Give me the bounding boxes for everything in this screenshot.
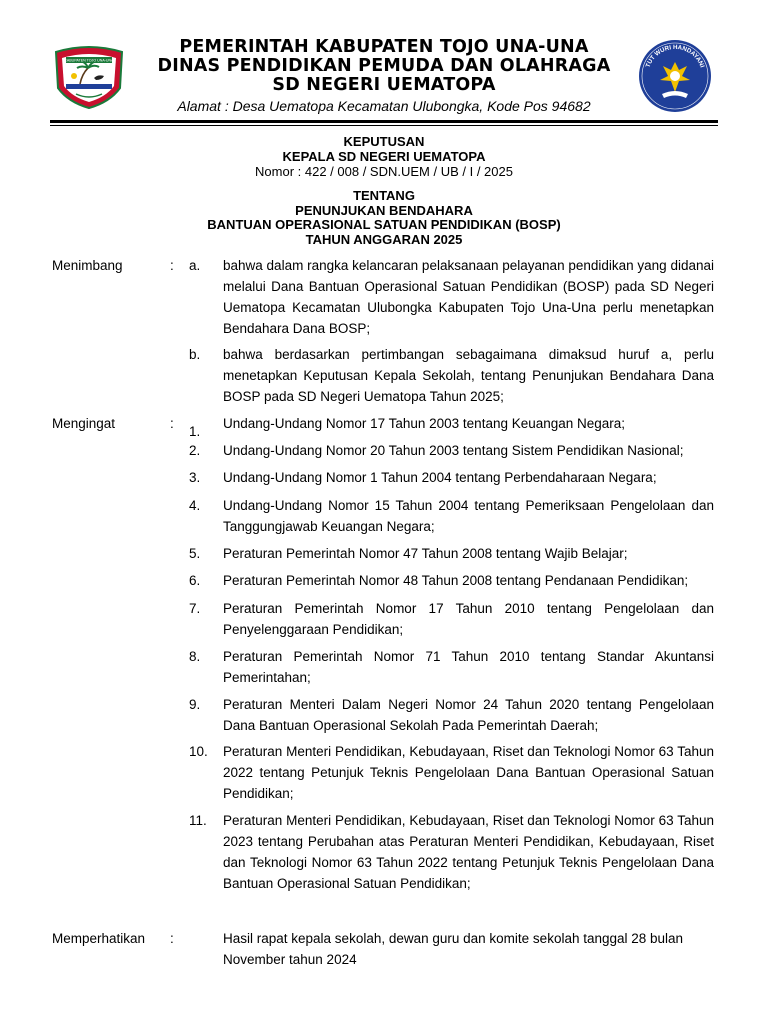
list-item: Peraturan Pemerintah Nomor 17 Tahun 2010 tentang Pengelolaan dan Penyelenggaraan Pendidikan;: [223, 601, 714, 637]
list-marker: 7.: [189, 601, 201, 616]
list-marker: 1.: [189, 424, 201, 439]
list-item: Peraturan Menteri Pendidikan, Kebudayaan, Riset dan Teknologi Nomor 63 Tahun 2023 tentang Perubahan atas Peraturan Menteri Pendidikan, Kebudayaan, Riset dan Teknologi Nomor 63 Tahun 2022 tentang Petunjuk Teknis Pengelolaan Dana Bantuan Operasional Satuan Pendidikan;: [223, 813, 714, 891]
list-item: Peraturan Pemerintah Nomor 71 Tahun 2010 tentang Standar Akuntansi Pemerintahan;: [223, 649, 714, 685]
subject-about: TENTANG: [353, 188, 415, 203]
regency-emblem-icon: [50, 44, 128, 110]
section-colon: :: [170, 258, 174, 273]
svg-text:TUT WURI HANDAYANI: TUT WURI HANDAYANI: [644, 43, 706, 69]
list-item: Undang-Undang Nomor 20 Tahun 2003 tentang Sistem Pendidikan Nasional;: [223, 443, 684, 458]
letterhead-rule-thin: [50, 125, 718, 126]
section-label-memperhatikan: Memperhatikan: [52, 931, 146, 946]
list-marker: b.: [189, 347, 201, 362]
government-name: PEMERINTAH KABUPATEN TOJO UNA-UNA: [179, 37, 589, 57]
decree-title: [0, 134, 768, 179]
list-marker: 4.: [189, 498, 201, 513]
section-label-menimbang: Menimbang: [52, 258, 123, 273]
list-marker: a.: [189, 258, 201, 273]
list-item: Peraturan Menteri Dalam Negeri Nomor 24 Tahun 2020 tentang Pengelolaan Dana Bantuan Operasional Sekolah Pada Pemerintah Daerah;: [223, 697, 714, 733]
subject-line-2: BANTUAN OPERASIONAL SATUAN PENDIDIKAN (BOSP): [207, 217, 561, 232]
department-name: DINAS PENDIDIKAN PEMUDA DAN OLAHRAGA: [157, 56, 611, 76]
decree-heading: KEPUTUSAN: [343, 134, 425, 149]
svg-text:KABUPATEN TOJO UNA-UNA: KABUPATEN TOJO UNA-UNA: [64, 58, 114, 63]
list-item: Peraturan Menteri Pendidikan, Kebudayaan, Riset dan Teknologi Nomor 63 Tahun 2022 tentang Petunjuk Teknis Pengelolaan Dana Bantuan Operasional Satuan Pendidikan;: [223, 744, 714, 801]
list-marker: 11.: [189, 813, 207, 828]
letterhead: [0, 0, 768, 120]
list-item: Undang-Undang Nomor 17 Tahun 2003 tentang Keuangan Negara;: [223, 416, 626, 431]
list-item: Undang-Undang Nomor 1 Tahun 2004 tentang Perbendaharaan Negara;: [223, 470, 657, 485]
letterhead-text: [130, 38, 638, 116]
list-marker: 8.: [189, 649, 201, 664]
section-colon: :: [170, 416, 174, 431]
tut-wuri-handayani-logo-icon: [634, 38, 716, 114]
decree-issuer: KEPALA SD NEGERI UEMATOPA: [282, 149, 486, 164]
list-marker: 9.: [189, 697, 201, 712]
letterhead-rule-thick: [50, 120, 718, 123]
list-item: Undang-Undang Nomor 15 Tahun 2004 tentang Pemeriksaan Pengelolaan dan Tanggungjawab Keuangan Negara;: [223, 498, 714, 534]
list-marker: 6.: [189, 573, 201, 588]
subject-line-1: PENUNJUKAN BENDAHARA: [295, 202, 473, 218]
list-item: Peraturan Pemerintah Nomor 48 Tahun 2008 tentang Pendanaan Pendidikan;: [223, 573, 689, 588]
section-label-mengingat: Mengingat: [52, 416, 116, 431]
list-item: bahwa berdasarkan pertimbangan sebagaimana dimaksud huruf a, perlu menetapkan Keputusan Kepala Sekolah, tentang Penunjukan Bendahara Dana BOSP pada SD Negeri Uematopa Tahun 2025;: [223, 347, 714, 404]
list-item: bahwa dalam rangka kelancaran pelaksanaan pelayanan pendidikan yang didanai melalui Dana Bantuan Operasional Satuan Pendidikan (BOSP) pada SD Negeri Uematopa Kecamatan Ulubongka Kabupaten Tojo Una-Una perlu menetapkan Bendahara Dana BOSP;: [223, 258, 714, 336]
list-marker: 10.: [189, 744, 208, 759]
subject-line-3: TAHUN ANGGARAN 2025: [305, 231, 463, 247]
section-colon: :: [170, 931, 174, 946]
list-marker: 5.: [189, 546, 201, 561]
decree-subject: [0, 189, 768, 247]
school-address: Alamat : Desa Uematopa Kecamatan Ulubongka, Kode Pos 94682: [177, 98, 591, 114]
decree-number: Nomor : 422 / 008 / SDN.UEM / UB / I / 2025: [255, 164, 513, 179]
list-item: Peraturan Pemerintah Nomor 47 Tahun 2008 tentang Wajib Belajar;: [223, 546, 628, 561]
school-name: SD NEGERI UEMATOPA: [272, 75, 496, 95]
list-marker: 3.: [189, 470, 201, 485]
list-marker: 2.: [189, 443, 201, 458]
memperhatikan-text: Hasil rapat kepala sekolah, dewan guru dan komite sekolah tanggal 28 bulan November tahun 2024: [223, 931, 684, 967]
